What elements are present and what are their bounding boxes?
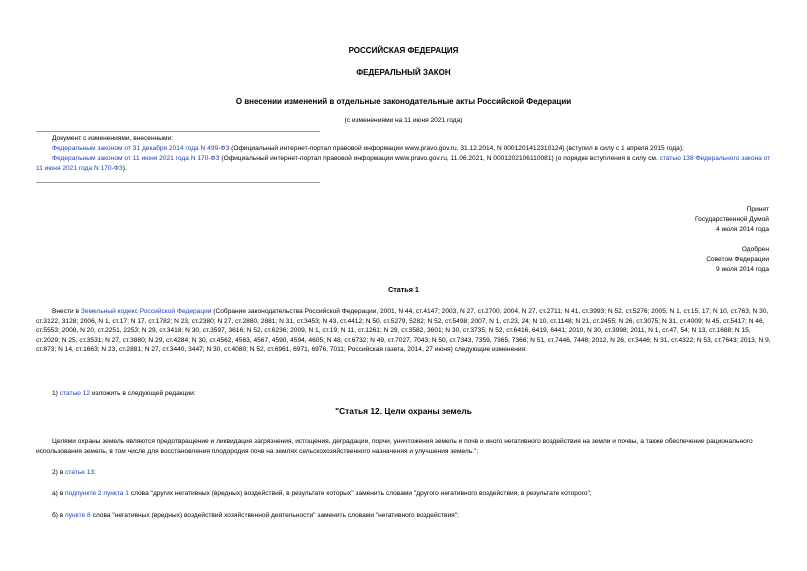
changes-item-2: Федеральным законом от 11 июня 2021 года N 170-ФЗ (Официальный интернет-портал правовой информации www.pravo.gov.ru, 11.06.2021, N 0001202106110081) (о порядке вступления в силу см. статью 138 Федерального закона от 11 июня 2021 года N 170-ФЗ). [36, 155, 771, 172]
changes-bottom-rule [36, 182, 320, 183]
approved-date: 9 июля 2014 года [715, 266, 769, 273]
item-2: 2) в статье 13: [52, 469, 96, 476]
article-1-heading: Статья 1 [388, 285, 419, 294]
land-code-link[interactable]: Земельный кодекс Российской Федерации [80, 308, 212, 315]
federation-heading: РОССИЙСКАЯ ФЕДЕРАЦИЯ [348, 46, 459, 55]
change-law-link-2[interactable]: Федеральным законом от 11 июня 2021 года N 170-ФЗ [52, 155, 220, 162]
adopted-date: 4 июля 2014 года [715, 226, 769, 233]
item-1: 1) статью 12 изложить в следующей редакции: [52, 390, 196, 397]
article-1-paragraph: Внести в Земельный кодекс Российской Федерации (Собрание законодательства Российской Федерации, 2001, N 44, ст.4147; 2003, N 27, ст.2700; 2004, N 27, ст.2711; N 41, ст.3993; N 52, ст.5276; 2005, N 1, ст.15, 17; N 10, ст.763; N 30, ст.3122, 3128; 2006, N 1, ст.17; N 17, ст.1782; N 23, ст.2380; N 27, ст.2880, 2881; N 31, ст.3453; N 43, ст.4412; N 50, ст.5279, 5282; N 52, ст.5498; 2007, N 1, ст.23, 24; N 10, ст.1148; N 21, ст.2455; N 26, ст.3075; N 31, ст.4009; N 45, ст.5417; N 46, ст.5553; 2008, N 20, ст.2251, 2253; N 29, ст.3418; N 30, ст.3597, 3616; N 52, ст.6236; 2009, N 1, ст.19; N 11, ст.1261; N 29, ст.3582, 3601; N 30, ст.3735; N 52, ст.6416, 6419, 6441; 2010, N 30, ст.3998; 2011, N 1, ст.47, 54; N 13, ст.1688; N 15, ст.2029; N 25, ст.3531; N 27, ст.3880; N 29, ст.4284; N 30, ст.4562, 4563, 4567, 4590, 4594, 4605; N 48, ст.6732; N 49, ст.7027, 7043; N 50, ст.7343, 7359, 7365, 7366; N 51, ст.7446, 7448; 2012, N 26, ст.3446; N 31, ст.4322; N 53, ст.7643; 2013, N 9, ст.873; N 14, ст.1663; N 23, ст.2881; N 27, ст.3440, 3447; N 30, ст.4080; N 52, ст.6961, 6971, 6976, 7011; Российская газета, 2014, 27 июня) следующие изменения: [36, 308, 771, 354]
changes-top-rule [36, 131, 320, 132]
approved-label: Одобрен [741, 246, 769, 253]
article-13-link[interactable]: статье 13 [65, 469, 95, 476]
clause-8-link[interactable]: пункте 8 [65, 512, 91, 519]
law-type-heading: ФЕДЕРАЛЬНЫЙ ЗАКОН [356, 68, 451, 77]
federal-law-170-link[interactable]: Федерального закона от 11 июня 2021 года N 170-ФЗ [36, 155, 771, 172]
changes-item-1 [52, 144, 772, 154]
document-title: О внесении изменений в отдельные законодательные акты Российской Федерации [235, 97, 572, 106]
subclause-2-clause-1-link[interactable]: подпункте 2 пункта 1 [65, 490, 129, 497]
article-12-text: Целями охраны земель являются предотвращение и ликвидация загрязнения, истощения, деградации, порчи, уничтожения земель и почв и иного негативного воздействия на земли и почвы, а также обеспечение рационального использования земель, в том числе для восстановления плодородия почв на землях сельскохозяйственного назначения и улучшения земель."; [36, 438, 753, 455]
item-2a: а) в подпункте 2 пункта 1 слова "других негативных (вредных) воздействий, в результате которых" заменить словами "другого негативного воздействия, в результате которого"; [52, 490, 592, 497]
change-law-link-1[interactable]: Федеральным законом от 31 декабря 2014 года N 499-ФЗ [52, 145, 230, 152]
edition-note: (с изменениями на 11 июня 2021 года) [344, 117, 463, 124]
change-law-desc-2: (Официальный интернет-портал правовой информации www.pravo.gov.ru, 11.06.2021, N 0001202106110081) (о порядке вступления в силу см. [219, 155, 660, 162]
item-2b: б) в пункте 8 слова "негативных (вредных) воздействий хозяйственной деятельности" заменить словами "негативного воздействия"; [52, 512, 459, 519]
change-law-desc-1: (Официальный интернет-портал правовой информации www.pravo.gov.ru, 31.12.2014, N 0001201412310124) (вступил в силу с 1 апреля 2015 года); [229, 145, 684, 152]
article-12-link[interactable]: статью 12 [59, 390, 91, 397]
land-code-sources: (Собрание законодательства Российской Федерации, 2001, N 44, ст.4147; 2003, N 27, ст.2700; 2004, N 27, ст.2711; N 41, ст.3993; N 52, ст.5276; 2005, N 1, ст.15, 17; N 10, ст.763; N 30, ст.3122, 3128; 2006, N 1, ст.17; N 17, ст.1782; N 23, ст.2380; N 27, ст.2880, 2881; N 31, ст.3453; N 43, ст.4412; N 50, ст.5279, 5282; N 52, ст.5498; 2007, N 1, ст.23, 24; N 10, ст.1148; N 21, ст.2455; N 26, ст.3075; N 31, ст.4009; N 45, ст.5417; N 46, ст.5553; 2008, N 20, ст.2251, 2253; N 29, ст.3418; N 30, ст.3597, 3616; N 52, ст.6236; 2009, N 1, ст.19; N 11, ст.1261; N 29, ст.3582, 3601; N 30, ст.3735; N 52, ст.6416, 6419, 6441; 2010, N 30, ст.3998; 2011, N 1, ст.47, 54; N 13, ст.1688; N 15, ст.2029; N 25, ст.3531; N 27, ст.3880; N 29, ст.4284; N 30, ст.4562, 4563, 4567, 4590, 4594, 4605; N 48, ст.6732; N 49, ст.7027, 7043; N 50, ст.7343, 7359, 7365, 7366; N 51, ст.7446, 7448; 2012, N 26, ст.3446; N 31, ст.4322; N 53, ст.7643; 2013, N 9, ст.873; N 14, ст.1663; N 23, ст.2881; N 27, ст.3440, 3447; N 30, ст.4080; N 52, ст.6961, 6971, 6976, 7011; Российская газета, 2014, 27 июня) следующие изменения: [36, 308, 771, 354]
adopted-body: Государственной Думой [695, 216, 769, 223]
article-12-heading: "Статья 12. Цели охраны земель [335, 406, 472, 416]
article-138-link[interactable]: статью 138 [659, 155, 694, 162]
adopted-label: Принят [746, 206, 769, 213]
approved-body: Советом Федерации [706, 256, 769, 263]
changes-intro: Документ с изменениями, внесенными: [52, 135, 174, 142]
